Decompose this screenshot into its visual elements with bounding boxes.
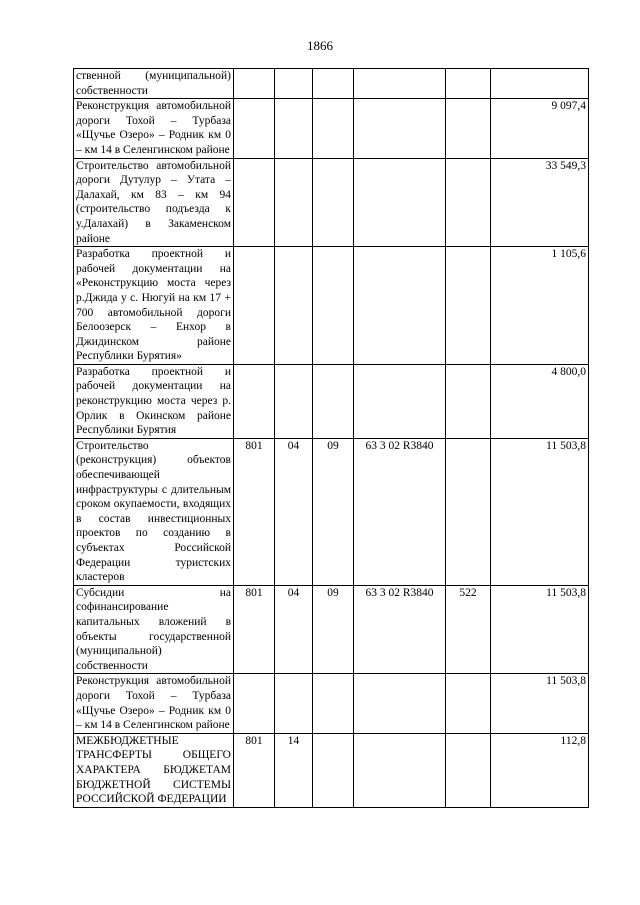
row-ved-cell [234,158,275,247]
row-ved-cell: 801 [234,438,275,585]
row-rz-cell: 04 [275,438,313,585]
budget-table-body [74,69,589,808]
row-csr-cell [354,247,446,365]
row-csr-cell [354,364,446,438]
table-row [74,247,589,365]
row-rz-cell [275,158,313,247]
row-vr-cell [446,158,491,247]
table-row [74,585,589,674]
row-csr-cell: 63 3 02 R3840 [354,438,446,585]
row-ved-cell: 801 [234,585,275,674]
row-vr-cell [446,733,491,807]
row-sum-cell: 112,8 [491,733,589,807]
row-csr-cell [354,158,446,247]
row-sum-cell: 9 097,4 [491,99,589,158]
row-rz-cell [275,364,313,438]
row-name-cell: Разработка проектной и рабочей документации на «Реконструкцию моста через р.Джида у с. Нюгуй на км 17 + 700 автомобильной дороги Белоозерск – Енхор в Джидинском районе Республики Бурятия» [74,247,234,365]
page-number: 1866 [307,38,333,53]
row-vr-cell [446,438,491,585]
table-row [74,364,589,438]
row-name-cell: Разработка проектной и рабочей документации на реконструкцию моста через р. Орлик в Окинском районе Республики Бурятия [74,364,234,438]
row-vr-cell [446,69,491,99]
row-ved-cell: 801 [234,733,275,807]
row-csr-cell: 63 3 02 R3840 [354,585,446,674]
row-rz-cell [275,674,313,733]
table-row [74,99,589,158]
table-row [74,733,589,807]
table-row [74,69,589,99]
row-pr-cell [313,247,354,365]
row-pr-cell [313,364,354,438]
row-rz-cell [275,69,313,99]
row-sum-cell: 11 503,8 [491,585,589,674]
row-ved-cell [234,69,275,99]
row-rz-cell [275,99,313,158]
row-sum-cell: 33 549,3 [491,158,589,247]
row-csr-cell [354,674,446,733]
row-name-cell: ственной (муниципальной) собственности [74,69,234,99]
row-vr-cell [446,364,491,438]
row-pr-cell [313,733,354,807]
row-pr-cell [313,158,354,247]
row-pr-cell: 09 [313,438,354,585]
row-sum-cell: 1 105,6 [491,247,589,365]
row-vr-cell [446,674,491,733]
row-sum-cell: 11 503,8 [491,438,589,585]
row-csr-cell [354,733,446,807]
row-pr-cell [313,69,354,99]
row-name-cell: Субсидии на софинансирование капитальных вложений в объекты государственной (муниципальной) собственности [74,585,234,674]
row-vr-cell: 522 [446,585,491,674]
row-ved-cell [234,99,275,158]
row-name-cell: Реконструкция автомобильной дороги Тохой – Турбаза «Щучье Озеро» – Родник км 0 – км 14 в Селенгинском районе [74,99,234,158]
row-name-cell: Реконструкция автомобильной дороги Тохой – Турбаза «Щучье Озеро» – Родник км 0 – км 14 в Селенгинском районе [74,674,234,733]
row-name-cell: Строительство (реконструкция) объектов обеспечивающей инфраструктуры с длительным сроком окупаемости, входящих в состав инвестиционных проектов по созданию в субъектах Российской Федерации туристских кластеров [74,438,234,585]
row-pr-cell: 09 [313,585,354,674]
row-ved-cell [234,364,275,438]
row-name-cell: МЕЖБЮДЖЕТНЫЕ ТРАНСФЕРТЫ ОБЩЕГО ХАРАКТЕРА БЮДЖЕТАМ БЮДЖЕТНОЙ СИСТЕМЫ РОССИЙСКОЙ ФЕДЕРАЦИИ [74,733,234,807]
row-rz-cell [275,247,313,365]
row-rz-cell: 14 [275,733,313,807]
row-vr-cell [446,99,491,158]
row-pr-cell [313,674,354,733]
table-row [74,438,589,585]
row-sum-cell [491,69,589,99]
row-ved-cell [234,247,275,365]
budget-table [73,68,589,808]
row-rz-cell: 04 [275,585,313,674]
table-row [74,158,589,247]
row-sum-cell: 4 800,0 [491,364,589,438]
row-sum-cell: 11 503,8 [491,674,589,733]
row-pr-cell [313,99,354,158]
row-csr-cell [354,69,446,99]
table-row [74,674,589,733]
row-name-cell: Строительство автомобильной дороги Дутулур – Утата – Далахай, км 83 – км 94 (строительство подъезда к у.Далахай) в Закаменском районе [74,158,234,247]
row-ved-cell [234,674,275,733]
row-vr-cell [446,247,491,365]
row-csr-cell [354,99,446,158]
